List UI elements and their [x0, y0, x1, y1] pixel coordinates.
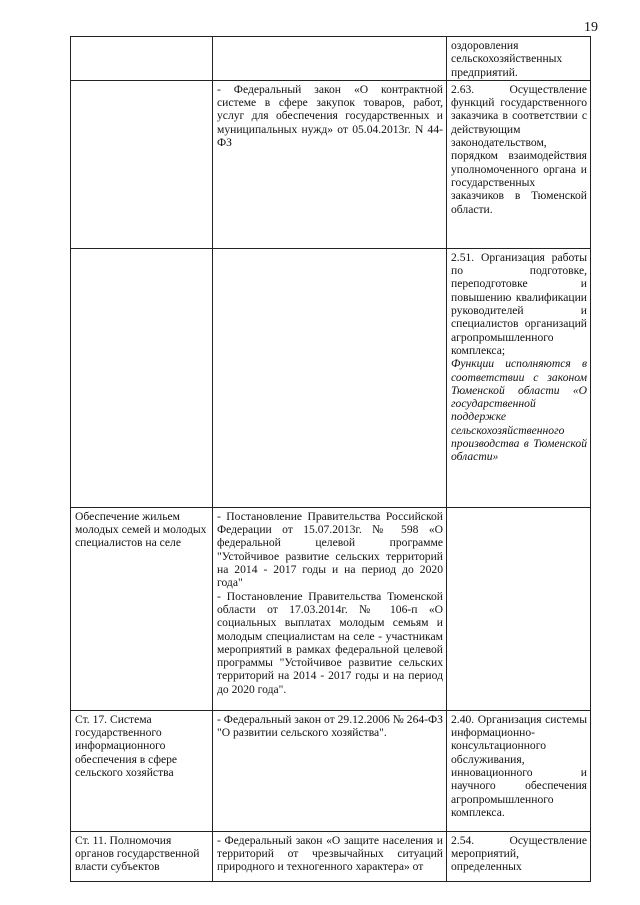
activity-text: Обеспечение жильем молодых семей и молодых специалистов на селе — [75, 509, 207, 550]
legal-basis-cell — [213, 710, 447, 831]
function-note-italic: Функции исполняются в соответствии с законом Тюменской области «О государственной поддержке сельскохозяйственного производства в Тюменской области» — [451, 357, 587, 464]
function-cell — [447, 248, 591, 507]
legal-basis-cell — [213, 80, 447, 248]
function-cell — [447, 80, 591, 248]
activity-text: Ст. 11. Полномочия органов государственной власти субъектов — [75, 833, 200, 874]
activity-cell — [71, 710, 213, 831]
activity-cell — [71, 507, 213, 710]
function-cell — [447, 37, 591, 81]
function-cell — [447, 710, 591, 831]
legal-basis-cell — [213, 507, 447, 710]
legal-basis-text: - Федеральный закон «О контрактной системе в сфере закупок товаров, работ, услуг для обеспечения государственных и муниципальных нужд» от 05.04.2013г. N 44-ФЗ — [217, 82, 443, 150]
legal-basis-text: - Федеральный закон «О защите населения и территорий от чрезвычайных ситуаций природного и техногенного характера» от — [217, 833, 443, 874]
page-number: 19 — [584, 20, 598, 35]
legal-basis-cell — [213, 248, 447, 507]
activity-cell — [71, 37, 213, 81]
legal-basis-text: - Федеральный закон от 29.12.2006 № 264-ФЗ "О развитии сельского хозяйства". — [217, 712, 443, 740]
activity-cell — [71, 80, 213, 248]
function-text: 2.63. Осуществление функций государственного заказчика в соответствии с действующим законодательством, порядком взаимодействия уполномоченного органа и государственных заказчиков в Тюменской области. — [451, 82, 587, 216]
function-text: оздоровления сельскохозяйственных предприятий. — [451, 39, 563, 79]
legal-basis-text: - Постановление Правительства Тюменской области от 17.03.2014г. № 106-п «О социальных выплатах молодым семьям и молодым специалистам на селе - участникам мероприятий в рамках федеральной целевой программы "Устойчивое развитие сельских территорий на 2014 - 2017 годы и на период до 2020 года". — [217, 589, 443, 696]
legal-basis-text: - Постановление Правительства Российской Федерации от 15.07.2013г. № 598 «О федеральной целевой программе "Устойчивое развитие сельских территорий на 2014 - 2017 годы и на период до 2020 года" — [217, 509, 443, 590]
table-row — [71, 831, 591, 881]
function-text: 2.51. Организация работы по подготовке, переподготовке и повышению квалификации руководителей и специалистов организаций агропромышленного комплекса; — [451, 250, 587, 357]
table-row — [71, 80, 591, 248]
activity-cell — [71, 831, 213, 881]
legal-basis-cell — [213, 37, 447, 81]
function-text: 2.54. Осуществление мероприятий, определенных — [451, 833, 587, 874]
function-cell — [447, 507, 591, 710]
table-row — [71, 710, 591, 831]
legal-basis-cell — [213, 831, 447, 881]
function-cell — [447, 831, 591, 881]
function-text: 2.40. Организация системы информационно-консультационного обслуживания, инновационного и научного обеспечения агропромышленного комплекса. — [451, 712, 587, 819]
table-row — [71, 248, 591, 507]
table-row — [71, 37, 591, 81]
regulation-table — [70, 36, 591, 882]
table-row — [71, 507, 591, 710]
activity-cell — [71, 248, 213, 507]
activity-text: Ст. 17. Система государственного информационного обеспечения в сфере сельского хозяйства — [75, 712, 178, 780]
